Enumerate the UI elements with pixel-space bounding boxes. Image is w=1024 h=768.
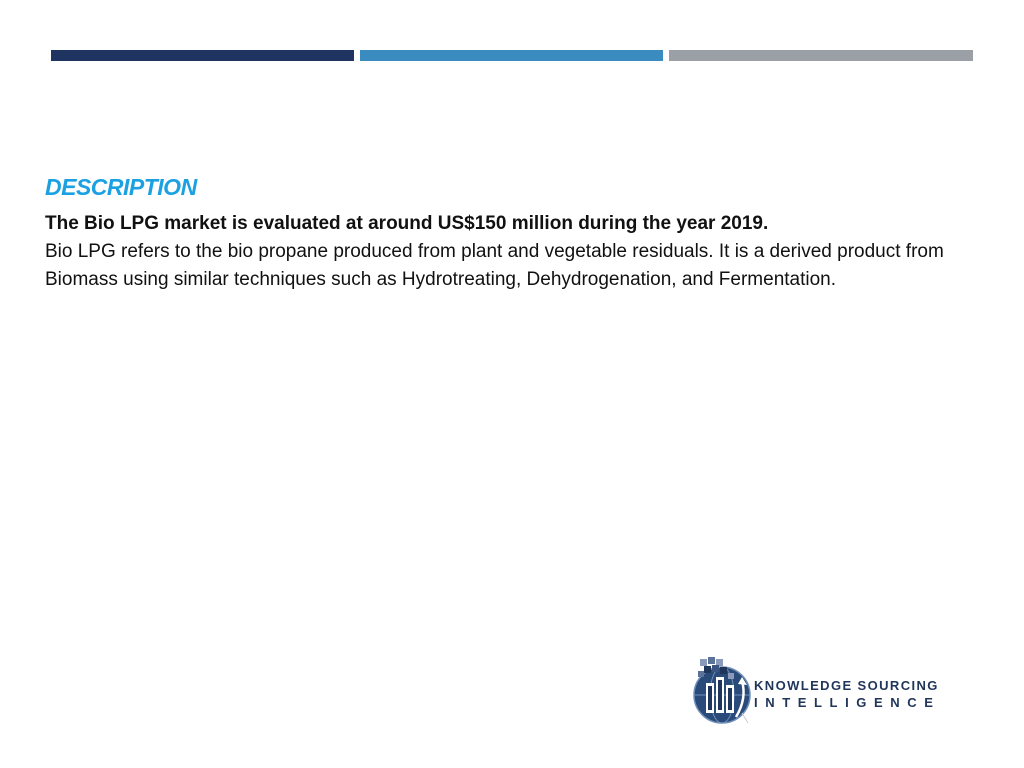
logo-text-line1: KNOWLEDGE SOURCING [754,678,939,693]
accent-bar-blue [360,50,663,61]
accent-bar-navy [51,50,354,61]
company-logo [692,655,942,730]
header-accent-bars [51,50,973,61]
building-globe-logo-icon [692,655,754,727]
lead-statement: The Bio LPG market is evaluated at around US$150 million during the year 2019. [45,213,769,234]
section-heading: DESCRIPTION [45,174,197,200]
accent-bar-gray [669,50,973,61]
logo-wordmark [754,678,941,712]
description-section [45,170,995,294]
description-body: Bio LPG refers to the bio propane produced from plant and vegetable residuals. It is a derived product from Biomass using similar techniques such as Hydrotreating, Dehydrogenation, and Fermentation. [45,241,944,290]
logo-text-line2: INTELLIGENCE [754,695,941,710]
